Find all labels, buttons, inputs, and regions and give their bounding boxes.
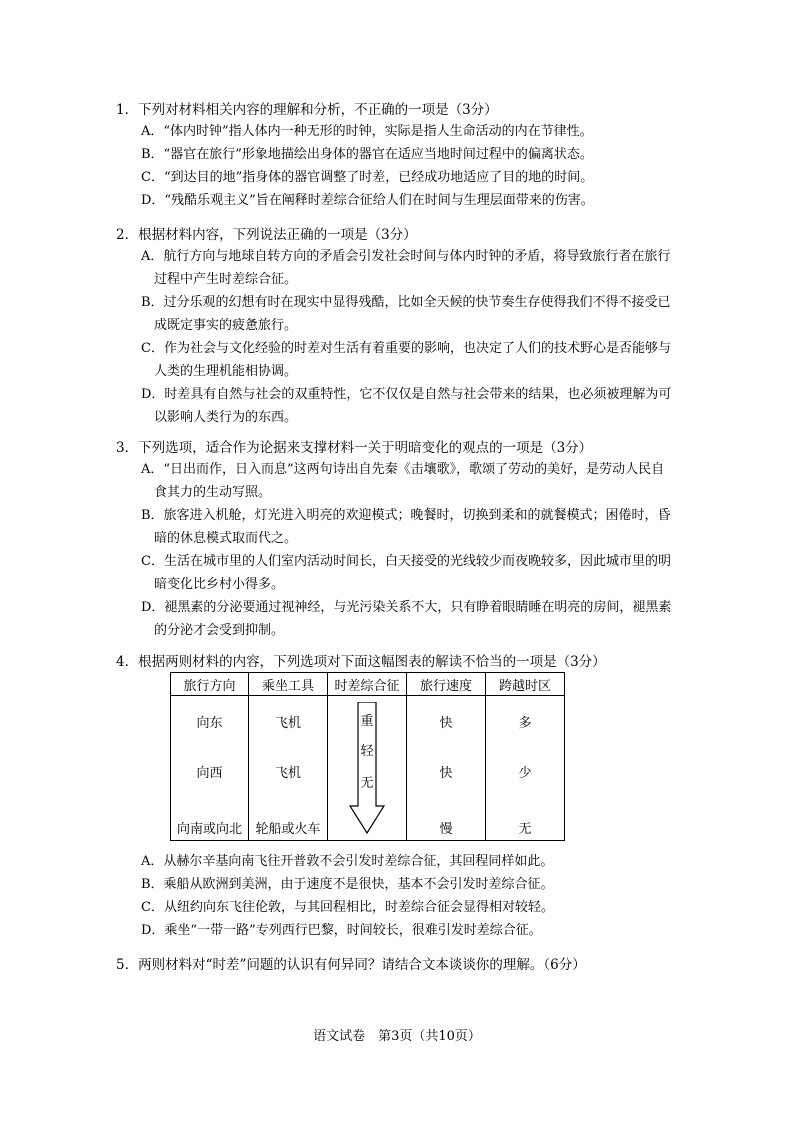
direction-column bbox=[171, 696, 249, 841]
speed-column bbox=[407, 696, 486, 841]
question-1-stem: 1．下列对材料相关内容的理解和分析，不正确的一项是（3分） bbox=[116, 102, 498, 118]
question-3-stem: 3．下列选项，适合作为论据来支撑材料一关于明暗变化的观点的一项是（3分） bbox=[116, 440, 593, 456]
page-footer: 语文试卷 第3页（共10页） bbox=[313, 1029, 481, 1044]
question-5-stem: 5．两则材料对“时差”问题的认识有何异同？请结合文本谈谈你的理解。（6分） bbox=[116, 957, 586, 973]
arrow-label-none: 无 bbox=[360, 776, 374, 791]
table-cell: 快 bbox=[439, 766, 453, 781]
question-1-option-a: A．“体内时钟”指人体内一种无形的时钟，实际是指人生命活动的内在节律性。 bbox=[141, 124, 593, 139]
vehicle-column bbox=[249, 696, 328, 841]
timezone-column bbox=[486, 696, 565, 841]
table-cell: 向西 bbox=[196, 766, 223, 781]
table-cell: 多 bbox=[518, 716, 532, 731]
jet-lag-table bbox=[170, 672, 565, 841]
question-4-options bbox=[116, 850, 676, 942]
arrow-label-heavy: 重 bbox=[360, 714, 374, 729]
table-cell: 轮船或火车 bbox=[255, 822, 321, 837]
question-2-option-c: C．作为社会与文化经验的时差对生活有着重要的影响，也决定了人们的技术野心是否能够与人类的生理机能相协调。 bbox=[141, 341, 671, 379]
question-2-stem: 2．根据材料内容，下列说法正确的一项是（3分） bbox=[116, 227, 417, 243]
table-header-cell: 乘坐工具 bbox=[249, 673, 328, 696]
question-1-option-b: B．“器官在旅行”形象地描绘出身体的器官在适应当地时间过程中的偏离状态。 bbox=[141, 147, 593, 162]
question-2-option-a: A．航行方向与地球自转方向的矛盾会引发社会时间与体内时钟的矛盾，将导致旅行者在旅行过程中产生时差综合征。 bbox=[141, 249, 671, 287]
question-3-option-b: B．旅客进入机舱，灯光进入明亮的欢迎模式；晚餐时，切换到柔和的就餐模式；困倦时，昏暗的休息模式取而代之。 bbox=[141, 508, 671, 546]
question-4-option-d: D．乘坐“一带一路”专列西行巴黎，时间较长，很难引发时差综合征。 bbox=[141, 923, 542, 938]
table-cell: 快 bbox=[439, 716, 453, 731]
question-2-option-b: B．过分乐观的幻想有时在现实中显得残酷，比如全天候的快节奏生存使得我们不得不接受已成既定事实的疲惫旅行。 bbox=[141, 295, 671, 333]
question-1 bbox=[116, 100, 676, 212]
table-cell: 向东 bbox=[196, 716, 223, 731]
table-cell: 无 bbox=[518, 822, 532, 837]
table-cell: 少 bbox=[518, 766, 532, 781]
question-2 bbox=[116, 225, 676, 429]
arrow-label-light: 轻 bbox=[360, 744, 374, 759]
question-1-option-c: C．“到达目的地”指身体的器官调整了时差，已经成功地适应了目的地的时间。 bbox=[141, 170, 594, 185]
question-3-option-c: C．生活在城市里的人们室内活动时间长，白天接受的光线较少而夜晚较多，因此城市里的明暗变化比乡村小得多。 bbox=[141, 554, 671, 592]
question-3-option-d: D．褪黑素的分泌要通过视神经，与光污染关系不大，只有睁着眼睛睡在明亮的房间，褪黑素的分泌才会受到抑制。 bbox=[141, 600, 672, 638]
table-header-cell: 旅行速度 bbox=[407, 673, 486, 696]
question-2-option-d: D．时差具有自然与社会的双重特性，它不仅仅是自然与社会带来的结果，也必须被理解为可以影响人类行为的东西。 bbox=[141, 387, 672, 425]
table-header-cell: 旅行方向 bbox=[171, 673, 249, 696]
table-header-cell: 时差综合征 bbox=[328, 673, 407, 696]
question-4-stem: 4．根据两则材料的内容，下列选项对下面这幅图表的解读不恰当的一项是（3分） bbox=[116, 654, 606, 670]
question-4-option-b: B．乘船从欧洲到美洲，由于速度不是很快，基本不会引发时差综合征。 bbox=[141, 877, 554, 892]
table-cell: 慢 bbox=[439, 822, 453, 837]
table-cell: 飞机 bbox=[274, 766, 301, 781]
table-body-row bbox=[171, 696, 565, 841]
question-3-option-a: A．“日出而作，日入而息”这两句诗出自先秦《击壤歌》，歌颂了劳动的美好，是劳动人民自食其力的生动写照。 bbox=[141, 462, 665, 500]
table-header-row bbox=[171, 673, 565, 696]
question-1-option-d: D．“残酷乐观主义”旨在阐释时差综合征给人们在时间与生理层面带来的伤害。 bbox=[141, 193, 594, 208]
table-cell: 向南或向北 bbox=[176, 822, 242, 837]
table-cell: 飞机 bbox=[274, 716, 301, 731]
question-4-option-a: A．从赫尔辛基向南飞往开普敦不会引发时差综合征，其回程同样如此。 bbox=[141, 854, 554, 869]
jet-lag-column bbox=[328, 696, 407, 841]
table-header-cell: 跨越时区 bbox=[486, 673, 565, 696]
question-3 bbox=[116, 438, 676, 642]
question-4-option-c: C．从纽约向东飞往伦敦，与其回程相比，时差综合征会显得相对较轻。 bbox=[141, 900, 554, 915]
question-5 bbox=[116, 955, 676, 975]
